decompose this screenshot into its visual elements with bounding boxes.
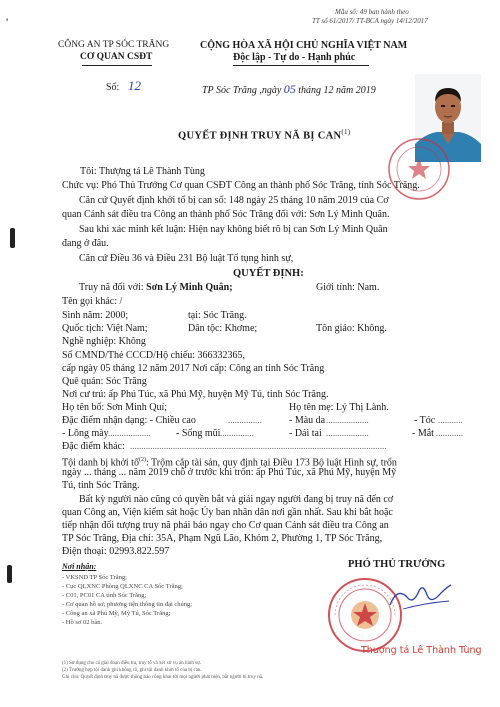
recipient-item: - VKSND TP Sóc Trăng; <box>62 574 127 581</box>
birth-year: Sinh năm: 2000; <box>62 310 129 321</box>
recipients-label: Nơi nhận: <box>62 562 97 571</box>
occupation: Nghề nghiệp: Không <box>62 336 146 347</box>
number-label: Số: <box>106 82 120 93</box>
hometown: Quê quán: Sóc Trăng <box>62 376 147 387</box>
photo-stamp <box>384 134 454 209</box>
crime-line-2: ngày ... tháng ... năm 2019 chỗ ở trước khi trốn: ấp Phú Túc, xã Phú Mỹ, huyện Mỹ <box>62 467 397 478</box>
title-footnote-ref: (1) <box>341 128 351 136</box>
dots: ........... <box>438 415 463 425</box>
footnotes <box>62 660 263 681</box>
crime-label: Tội danh bị khởi tố <box>62 457 139 469</box>
father: Họ tên bố: Sơn Minh Quí; <box>62 402 168 413</box>
signature <box>385 575 455 620</box>
position-line: Chức vụ: Phó Thủ Trưởng Cơ quan CSĐT Công an thành phố Sóc Trăng, tỉnh Sóc Trăng. <box>62 180 420 191</box>
motto: Độc lập - Tự do - Hạnh phúc <box>233 52 356 63</box>
call-line-3: tiếp nhận đối tượng truy nã phải báo ngay cho Cơ quan Cảnh sát điều tra Công an <box>62 520 389 531</box>
residence: Nơi cư trú: ấp Phú Túc, xã Phú Mỹ, huyện Mỹ Tú, tỉnh Sóc Trăng. <box>62 389 329 400</box>
recipient-item: - Hồ sơ 02 bản. <box>62 619 103 626</box>
crime-text: : Trộm cắp tài sản, quy định tại Điều 173 Bộ luật Hình sự, trốn <box>145 457 397 469</box>
id-issue: cấp ngày 05 tháng 12 năm 2017 Nơi cấp: Công an tỉnh Sóc Trăng <box>62 363 325 374</box>
signer-name: Thượng tá Lê Thành Tùng <box>361 645 482 656</box>
religion: Tôn giáo: Không. <box>316 323 387 334</box>
eye: - Mắt <box>412 428 434 439</box>
mother: Họ tên mẹ: Lý Thị Lành. <box>289 402 389 413</box>
id-number: Số CMND/Thẻ CCCD/Hộ chiếu: 366332365, <box>62 350 246 361</box>
margin-tick: ' <box>6 15 9 29</box>
document-title <box>178 128 350 142</box>
basis-1b: quan Cảnh sát điều tra Công an thành phố Sóc Trăng đối với: Sơn Lý Minh Quân. <box>62 209 390 220</box>
signer-role: PHÓ THỦ TRƯỞNG <box>348 559 446 570</box>
dots: ................... <box>108 428 151 438</box>
date-suffix: tháng 12 năm 2019 <box>298 85 376 96</box>
special-traits: Đặc điểm khác: <box>62 441 125 452</box>
place-date-prefix: TP Sóc Trăng ,ngày <box>202 85 282 96</box>
place-date <box>202 82 376 97</box>
recipient-item: - Cục QLXNC Phòng QLXNC CA Sóc Trăng; <box>62 583 183 590</box>
nationality: Quốc tịch: Việt Nam; <box>62 323 148 334</box>
id-traits: Đặc điểm nhận dạng: - Chiều cao <box>62 415 196 426</box>
basis-1a: Căn cứ Quyết định khởi tố bị can số: 148 ngày 25 tháng 10 năm 2019 của Cơ <box>79 195 389 206</box>
nation-name: CỘNG HÒA XÃ HỘI CHỦ NGHĨA VIỆT NAM <box>200 40 408 51</box>
skin: - Màu da <box>289 415 326 426</box>
date-day: 05 <box>283 82 296 96</box>
ethnicity: Dân tộc: Khơme; <box>188 323 258 334</box>
wanted-name: Sơn Lý Minh Quân; <box>146 282 233 293</box>
footnote: (1) Sử dụng cho cả giai đoạn điều tra, truy tố và xét xử vụ án hình sự. <box>62 661 202 666</box>
recipient-item: - Công an xã Phú Mỹ, Mỹ Tú, Sóc Trăng; <box>62 610 171 617</box>
call-line-2: quan Công an, Viện kiểm sát hoặc Ủy ban nhân dân nơi gần nhất. Sau khi bắt hoặc <box>62 507 393 518</box>
decide-heading: QUYẾT ĐỊNH: <box>233 268 304 279</box>
birth-place: tại: Sóc Trăng. <box>188 310 247 321</box>
hair: - Tóc <box>414 415 436 426</box>
basis-3: Căn cứ Điều 36 và Điều 231 Bộ luật Tố tụng hình sự, <box>79 253 294 264</box>
dots: ............... <box>220 428 254 438</box>
form-note-1: Mẫu số: 49 ban hành theo <box>335 8 409 16</box>
wanted-label: Truy nã đối với: <box>79 282 147 293</box>
agency-name: CÔNG AN TP SÓC TRĂNG <box>58 40 170 50</box>
basis-2a: Sau khi xác minh kết luận: Hiện nay không biết rõ bị can Sơn Lý Minh Quân <box>79 224 388 235</box>
recipient-item: - C01, PC01 CA tỉnh Sóc Trăng; <box>62 592 147 599</box>
footnote: Ghi chú: Quyết định truy nã được thông báo công khai tới mọi người phát hiện, bắt người bị truy nã. <box>62 675 264 680</box>
crime-footnote-ref: (2) <box>138 457 146 463</box>
recipient-item: - Cơ quan hồ sơ; phương tiện thông tin đại chúng; <box>62 601 193 608</box>
ear: - Dái tai <box>289 428 322 439</box>
crime-line-3: Tú, tỉnh Sóc Trăng. <box>62 480 140 491</box>
recipients-list <box>62 573 192 627</box>
dots: ................... <box>326 428 369 438</box>
signatory-line: Tôi: Thượng tá Lê Thành Tùng <box>80 166 205 177</box>
dots: ............ <box>436 428 463 438</box>
form-note-2: TT số 61/2017/ TT-BCA ngày 14/12/2017 <box>312 17 428 25</box>
call-line-4: TP Sóc Trăng, Địa chỉ: 35A, Phạm Ngũ Lão, Khóm 2, Phường 1, TP Sóc Trăng, <box>62 533 383 544</box>
gender: Giới tính: Nam. <box>316 282 380 293</box>
footnote: (2) Trường hợp tội danh ghi không rõ, ghi tội danh khởi tố của bị can. <box>62 668 202 673</box>
unit-underline <box>82 65 152 66</box>
dots: ............... <box>228 415 262 425</box>
nose: - Sống mũi <box>176 428 221 439</box>
title-text: QUYẾT ĐỊNH TRUY NÃ BỊ CAN <box>178 130 342 142</box>
call-line-1: Bất kỳ người nào cũng có quyền bắt và giải ngay người đang bị truy nã đến cơ <box>79 494 394 505</box>
wanted-line <box>79 282 233 294</box>
eyebrow: - Lông mày <box>62 428 109 439</box>
other-name: Tên gọi khác: / <box>62 296 123 307</box>
number-value: 12 <box>128 78 141 93</box>
dots: ................... <box>326 415 369 425</box>
margin-tick <box>10 228 15 248</box>
unit-name: CƠ QUAN CSĐT <box>80 52 153 62</box>
basis-2b: đang ở đâu. <box>62 238 109 249</box>
margin-tick <box>7 565 12 583</box>
call-line-5: Điện thoại: 02993.822.597 <box>62 546 170 557</box>
dots: .................................................................................................................. <box>130 441 387 451</box>
motto-underline <box>233 65 369 66</box>
